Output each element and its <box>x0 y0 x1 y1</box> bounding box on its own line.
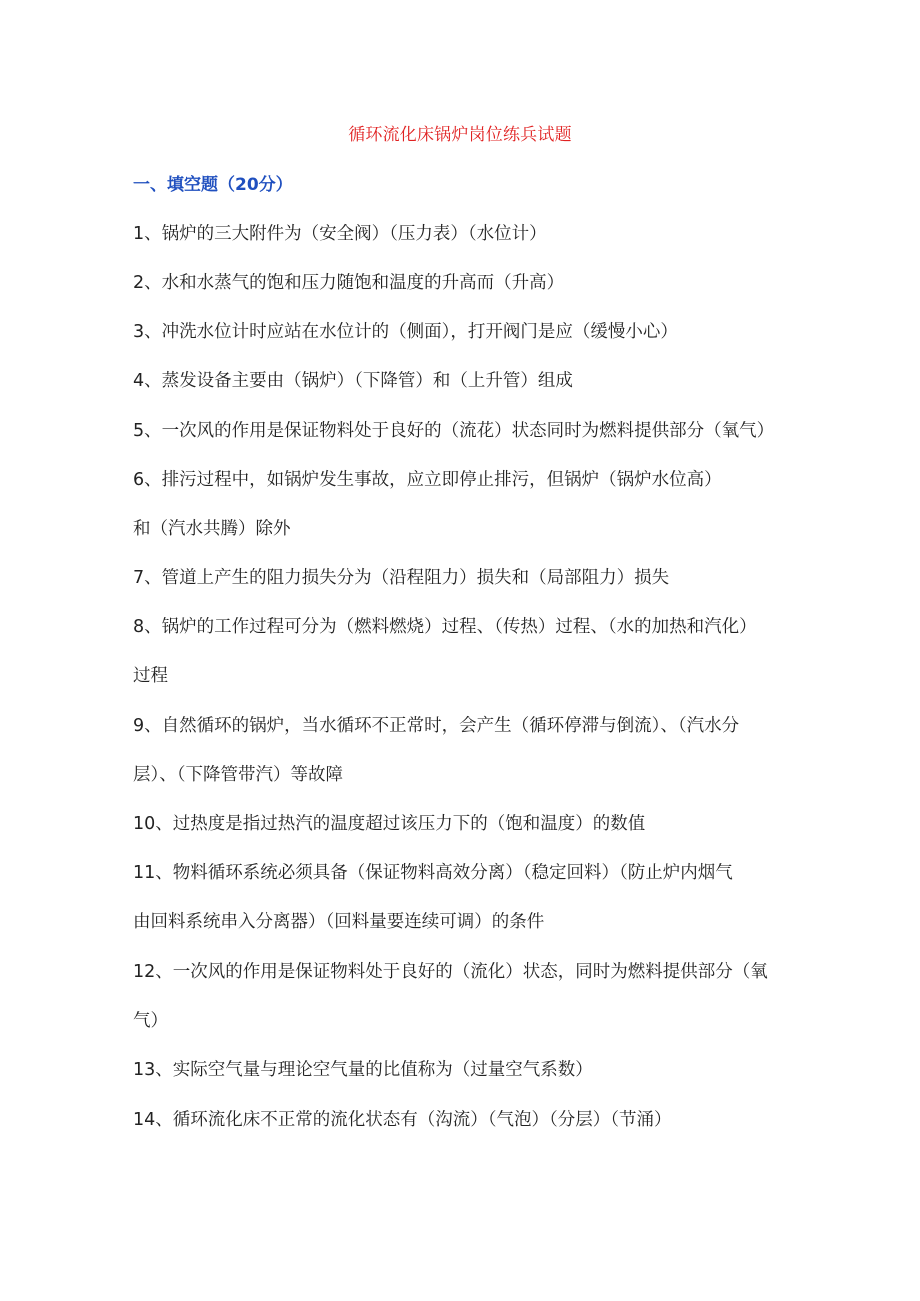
question-line: 5、一次风的作用是保证物料处于良好的（流花）状态同时为燃料提供部分（氧气） <box>133 421 775 441</box>
section-heading: 一、填空题（20分） <box>133 175 293 195</box>
question-line: 9、自然循环的锅炉，当水循环不正常时，会产生（循环停滞与倒流）、（汽水分 <box>133 716 740 736</box>
question-line: 8、锅炉的工作过程可分为（燃料燃烧）过程、（传热）过程、（水的加热和汽化） <box>133 617 757 637</box>
question-line: 13、实际空气量与理论空气量的比值称为（过量空气系数） <box>133 1060 593 1080</box>
question-line: 7、管道上产生的阻力损失分为（沿程阻力）损失和（局部阻力）损失 <box>133 568 670 588</box>
question-line-continuation: 和（汽水共腾）除外 <box>133 519 291 539</box>
question-line-continuation: 气） <box>133 1011 168 1031</box>
question-line-continuation: 由回料系统串入分离器）（回料量要连续可调）的条件 <box>133 912 545 932</box>
question-line: 4、蒸发设备主要由（锅炉）（下降管）和（上升管）组成 <box>133 371 573 391</box>
question-line: 14、循环流化床不正常的流化状态有（沟流）（气泡）（分层）（节涌） <box>133 1110 672 1130</box>
question-line: 6、排污过程中，如锅炉发生事故，应立即停止排污，但锅炉（锅炉水位高） <box>133 470 722 490</box>
question-line: 11、物料循环系统必须具备（保证物料高效分离）（稳定回料）（防止炉内烟气 <box>133 863 733 883</box>
document-title: 循环流化床锅炉岗位练兵试题 <box>348 125 572 145</box>
question-line: 3、冲洗水位计时应站在水位计的（侧面），打开阀门是应（缓慢小心） <box>133 322 678 342</box>
question-line: 1、锅炉的三大附件为（安全阀）（压力表）（水位计） <box>133 224 547 244</box>
question-line: 2、水和水蒸气的饱和压力随饱和温度的升高而（升高） <box>133 273 565 293</box>
question-line-continuation: 过程 <box>133 666 168 686</box>
question-line-continuation: 层）、（下降管带汽）等故障 <box>133 765 343 785</box>
question-line: 10、过热度是指过热汽的温度超过该压力下的（饱和温度）的数值 <box>133 814 646 834</box>
question-line: 12、一次风的作用是保证物料处于良好的（流化）状态，同时为燃料提供部分（氧 <box>133 962 768 982</box>
